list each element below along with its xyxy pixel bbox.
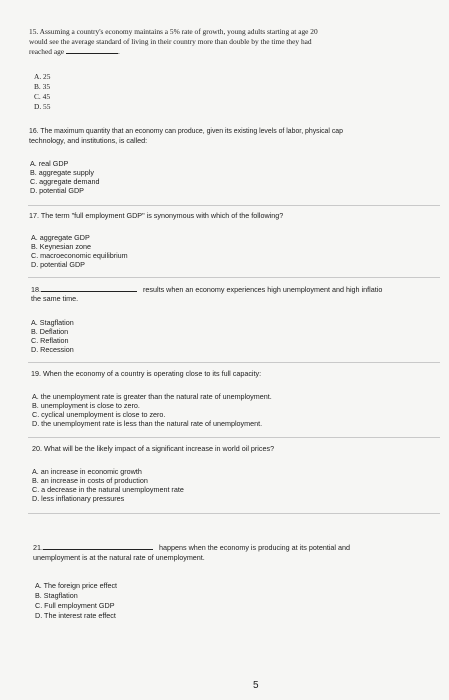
divider [28, 513, 440, 514]
question-21-prefix: 21. [33, 543, 43, 552]
divider [28, 205, 440, 206]
option-21-d: D. The interest rate effect [35, 611, 116, 620]
option-21-b: B. Stagflation [35, 591, 78, 600]
answer-blank-15[interactable] [66, 47, 118, 54]
question-21-suffix: happens when the economy is producing at its potential and [159, 543, 350, 552]
option-19-c: C. cyclical unemployment is close to zero. [32, 410, 166, 419]
question-15-line-3 [29, 47, 120, 56]
divider [28, 362, 440, 363]
option-19-a: A. the unemployment rate is greater than the natural rate of unemployment. [32, 392, 272, 401]
question-15-line-1: 15. Assuming a country's economy maintains a 5% rate of growth, young adults starting at age 20 [29, 27, 318, 36]
option-20-a: A. an increase in economic growth [32, 467, 142, 476]
option-15-c: C. 45 [34, 92, 51, 101]
question-15-suffix: . [117, 47, 120, 56]
option-19-d: D. the unemployment rate is less than the natural rate of unemployment. [32, 419, 263, 428]
question-18-suffix: results when an economy experiences high unemployment and high inflatio [143, 285, 383, 294]
option-18-b: B. Deflation [31, 327, 69, 336]
option-18-c: C. Reflation [31, 336, 69, 345]
question-15-line-2: would see the average standard of living in their country more than double by the time they had [29, 37, 312, 46]
question-18-line-2: the same time. [31, 294, 79, 303]
option-20-b: B. an increase in costs of production [32, 476, 148, 485]
question-16-line-1: 16. The maximum quantity that an economy can produce, given its existing levels of labor, physical cap [29, 128, 343, 135]
divider [28, 437, 440, 438]
option-20-d: D. less inflationary pressures [32, 494, 125, 503]
divider [28, 277, 440, 278]
option-21-a: A. The foreign price effect [35, 581, 118, 590]
question-18-prefix: 18. [31, 285, 41, 294]
answer-blank-21[interactable] [43, 543, 153, 550]
question-20-line-1: 20. What will be the likely impact of a significant increase in world oil prices? [32, 444, 275, 453]
option-16-a: A. real GDP [30, 159, 69, 168]
option-17-a: A. aggregate GDP [31, 233, 90, 242]
option-17-d: D. potential GDP [31, 260, 85, 269]
question-17-line-1: 17. The term "full employment GDP" is synonymous with which of the following? [29, 211, 284, 220]
option-21-c: C. Full employment GDP [35, 601, 115, 610]
option-16-c: C. aggregate demand [30, 177, 100, 186]
option-17-b: B. Keynesian zone [31, 242, 91, 251]
option-20-c: C. a decrease in the natural unemployment rate [32, 485, 184, 494]
page-number: 5 [253, 680, 259, 691]
question-21-line-2: unemployment is at the natural rate of unemployment. [33, 553, 205, 562]
question-15-prefix: reached age [29, 47, 65, 56]
option-16-b: B. aggregate supply [30, 168, 94, 177]
question-16-line-2: technology, and institutions, is called: [29, 136, 148, 145]
option-15-a: A. 25 [34, 72, 51, 81]
question-18-line-1 [31, 285, 382, 294]
option-15-d: D. 55 [34, 102, 51, 111]
option-17-c: C. macroeconomic equilibrium [31, 251, 128, 260]
option-18-a: A. Stagflation [31, 318, 74, 327]
option-15-b: B. 35 [34, 82, 51, 91]
question-19-line-1: 19. When the economy of a country is operating close to its full capacity: [31, 369, 262, 378]
answer-blank-18[interactable] [41, 285, 137, 292]
option-19-b: B. unemployment is close to zero. [32, 401, 140, 410]
question-21-line-1 [33, 543, 350, 552]
option-18-d: D. Recession [31, 345, 74, 354]
option-16-d: D. potential GDP [30, 186, 84, 195]
